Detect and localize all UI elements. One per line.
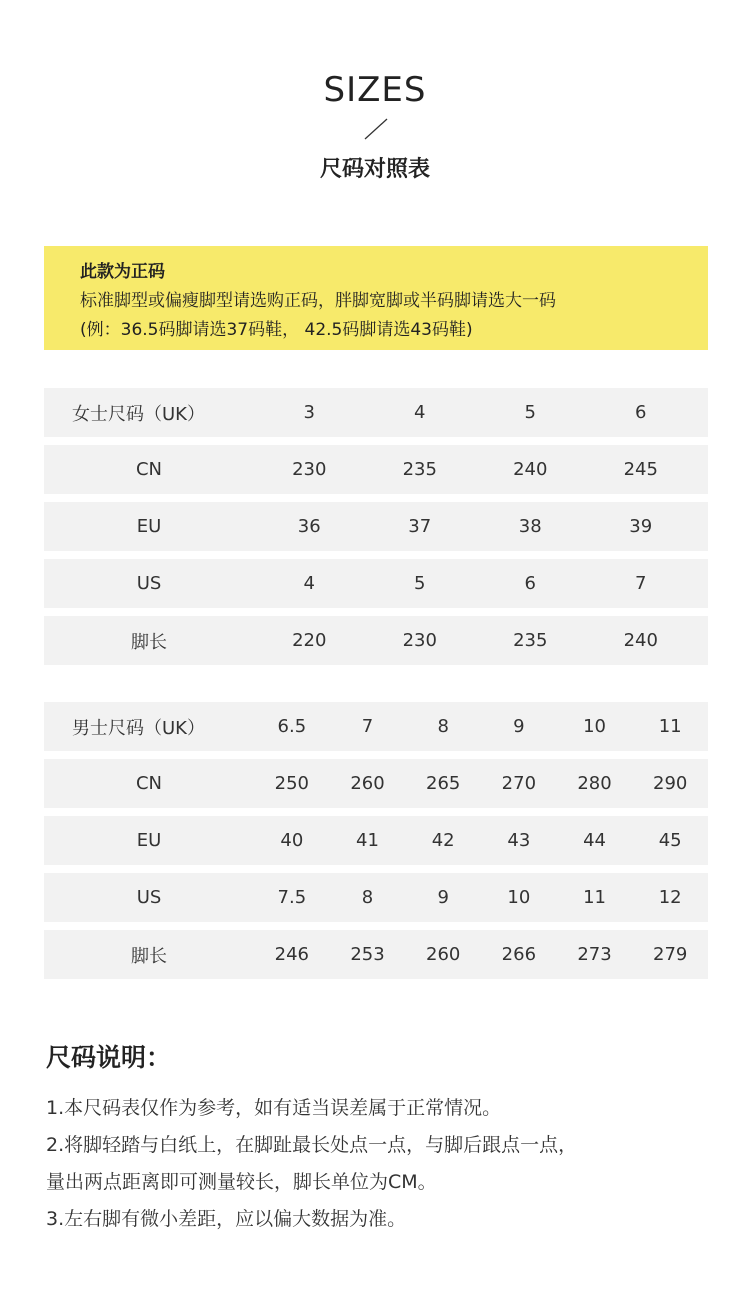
note-line: 量出两点距离即可测量较长，脚长单位为CM。	[46, 1171, 437, 1193]
row-label: 女士尺码（UK）	[72, 403, 205, 425]
row-label: EU	[136, 830, 162, 851]
row-label: 男士尺码（UK）	[72, 717, 205, 739]
table-cell: 260	[350, 773, 385, 794]
table-row	[44, 388, 708, 437]
table-cell: 7	[635, 573, 647, 594]
table-cell: 12	[658, 887, 682, 908]
table-cell: 5	[524, 402, 536, 423]
table-cell: 3	[303, 402, 315, 423]
notes-title: 尺码说明：	[46, 1043, 172, 1072]
table-cell: 9	[513, 716, 525, 737]
row-label: US	[136, 573, 162, 594]
table-cell: 8	[437, 716, 449, 737]
table-cell: 8	[361, 887, 374, 908]
table-cell: 41	[356, 830, 379, 851]
women-size-table	[44, 388, 708, 673]
table-cell: 253	[350, 944, 385, 965]
notice-line: 标准脚型或偏瘦脚型请选购正码，胖脚宽脚或半码脚请选大一码	[80, 291, 556, 311]
table-row	[44, 559, 708, 608]
table-cell: 235	[513, 630, 548, 651]
table-row	[44, 445, 708, 494]
men-size-table	[44, 702, 708, 987]
notice-title: 此款为正码	[80, 262, 165, 282]
table-cell: 10	[507, 887, 531, 908]
table-cell: 42	[431, 830, 455, 851]
table-cell: 235	[402, 459, 437, 480]
table-row	[44, 502, 708, 551]
table-cell: 11	[658, 716, 682, 737]
table-cell: 6	[635, 402, 647, 423]
table-cell: 6	[524, 573, 536, 594]
page-subtitle: 尺码对照表	[319, 157, 430, 182]
row-label: CN	[135, 773, 163, 794]
table-cell: 290	[653, 773, 688, 794]
table-cell: 266	[501, 944, 537, 965]
table-cell: 37	[408, 516, 432, 537]
table-cell: 250	[274, 773, 310, 794]
row-label: 脚长	[131, 945, 167, 967]
table-cell: 230	[402, 630, 437, 651]
page-title: SIZES	[323, 70, 427, 110]
table-row	[44, 702, 708, 751]
table-cell: 7	[361, 716, 374, 737]
table-cell: 246	[274, 944, 310, 965]
table-row	[44, 616, 708, 665]
slash-divider	[363, 117, 389, 141]
table-cell: 270	[501, 773, 537, 794]
table-cell: 10	[583, 716, 606, 737]
table-row	[44, 873, 708, 922]
table-cell: 11	[583, 887, 606, 908]
table-cell: 4	[414, 402, 426, 423]
table-cell: 280	[577, 773, 612, 794]
table-cell: 39	[629, 516, 653, 537]
table-cell: 7.5	[277, 887, 307, 908]
notes-list	[46, 1090, 726, 1238]
table-row	[44, 816, 708, 865]
table-cell: 40	[280, 830, 304, 851]
table-cell: 240	[513, 459, 548, 480]
table-cell: 45	[658, 830, 682, 851]
table-cell: 36	[297, 516, 321, 537]
note-line: 1.本尺码表仅作为参考，如有适当误差属于正常情况。	[46, 1097, 502, 1119]
table-cell: 4	[303, 573, 315, 594]
table-cell: 44	[583, 830, 606, 851]
table-cell: 265	[426, 773, 461, 794]
table-cell: 279	[653, 944, 688, 965]
note-line: 2.将脚轻踏与白纸上，在脚趾最长处点一点，与脚后跟点一点，	[46, 1134, 578, 1156]
table-cell: 220	[292, 630, 327, 651]
table-cell: 38	[518, 516, 542, 537]
row-label: US	[136, 887, 162, 908]
fit-notice	[44, 246, 708, 350]
table-cell: 273	[577, 944, 612, 965]
row-label: EU	[136, 516, 162, 537]
table-cell: 5	[414, 573, 426, 594]
table-cell: 260	[426, 944, 461, 965]
table-cell: 43	[507, 830, 531, 851]
table-cell: 230	[292, 459, 327, 480]
table-cell: 240	[623, 630, 658, 651]
notice-example: (例：36.5码脚请选37码鞋， 42.5码脚请选43码鞋)	[80, 320, 473, 340]
table-cell: 6.5	[277, 716, 307, 737]
table-cell: 245	[623, 459, 658, 480]
table-row	[44, 759, 708, 808]
table-row	[44, 930, 708, 979]
row-label: CN	[135, 459, 163, 480]
note-line: 3.左右脚有微小差距，应以偏大数据为准。	[46, 1208, 407, 1230]
table-cell: 9	[437, 887, 449, 908]
row-label: 脚长	[131, 631, 167, 653]
